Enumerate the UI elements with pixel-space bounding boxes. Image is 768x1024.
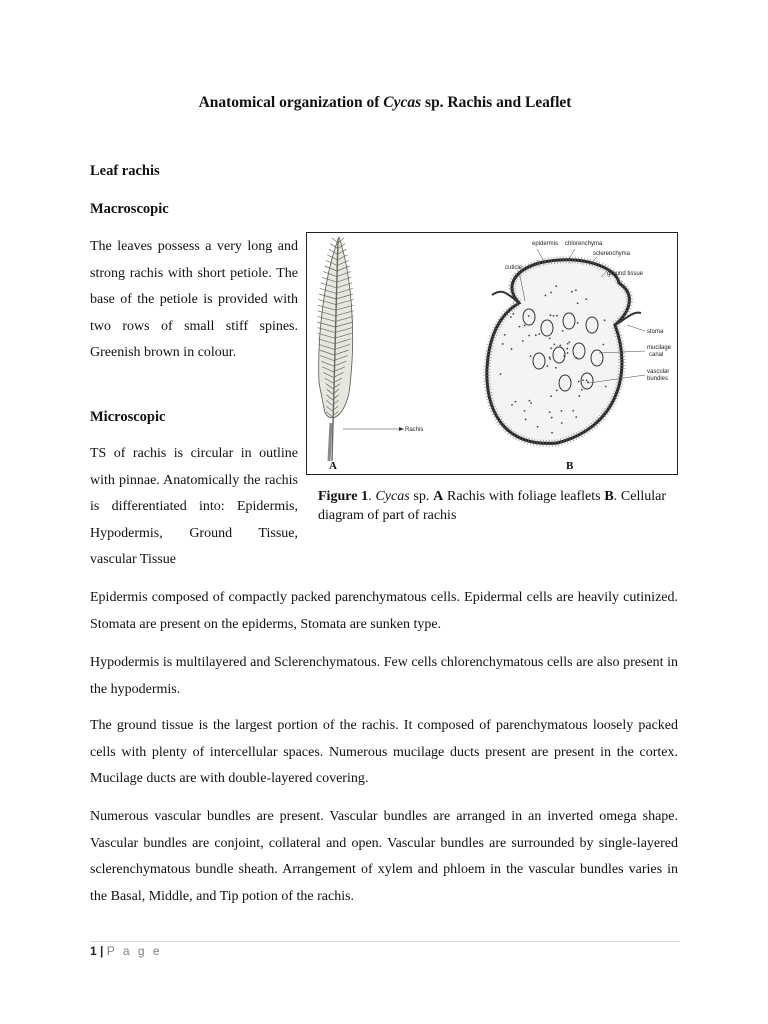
caption-separator: .: [368, 489, 376, 504]
rachis-label: Rachis: [405, 427, 424, 433]
panel-a-letter: A: [329, 460, 337, 472]
stoma-label: stoma: [647, 329, 664, 335]
sclerenchyma-label: sclerenchyma: [593, 251, 631, 257]
ground-tissue-label: ground tissue: [607, 271, 644, 277]
caption-panel-a-text: Rachis with foliage leaflets: [443, 489, 605, 504]
page-footer: [90, 944, 162, 958]
paragraph-microscopic: TS of rachis is circular in outline with pinnae. Anatomically the rachis is differentiated into: Epidermis, Hypodermis, Ground Tissue, vascular Tissue: [90, 446, 298, 567]
figure-diagram: [307, 233, 679, 476]
cuticle-label: cuticle: [505, 265, 523, 271]
title-genus: Cycas: [383, 94, 422, 111]
chlorenchyma-label: chlorenchyma: [565, 241, 603, 247]
heading-microscopic: Microscopic: [90, 409, 166, 425]
vascular-label: vascular: [647, 369, 670, 375]
figure-1-image: [306, 232, 678, 475]
caption-figure-label: Figure 1: [318, 489, 369, 504]
caption-species: sp.: [409, 489, 434, 504]
caption-panel-b-text: . Cellular diagram of part of rachis: [318, 489, 667, 523]
paragraph-epidermis: Epidermis composed of compactly packed parenchymatous cells. Epidermal cells are heavily cutinized. Stomata are present on the epiderms, Stomata are sunken type.: [90, 590, 678, 632]
caption-genus: Cycas: [375, 489, 410, 504]
paragraph-hypodermis: Hypodermis is multilayered and Sclerenchymatous. Few cells chlorenchymatous cells are also present in the hypodermis.: [90, 655, 678, 697]
heading-leaf-rachis: Leaf rachis: [90, 163, 160, 179]
paragraph-vascular-bundles: Numerous vascular bundles are present. Vascular bundles are arranged in an inverted omega shape. Vascular bundles are conjoint, collateral and open. Vascular bundles are surrounded by single-layered sclerenchymatous bundle sheath. Arrangement of xylem and phloem in the vascular bundles varies in the Basal, Middle, and Tip potion of the rachis.: [90, 809, 678, 904]
bundles-label: bundles: [647, 376, 669, 382]
caption-panel-a: A: [433, 489, 444, 504]
epidermis-label: epidermis: [532, 241, 559, 247]
footer-divider: [90, 941, 680, 942]
panel-b-letter: B: [566, 460, 574, 472]
paragraph-ground-tissue: The ground tissue is the largest portion of the rachis. It composed of parenchymatous loosely packed cells with plenty of intercellular spaces. Numerous mucilage ducts present are present in the cortex. Mucilage ducts are with double-layered covering.: [90, 718, 678, 786]
title-suffix: sp. Rachis and Leaflet: [421, 94, 572, 111]
paragraph-macroscopic: The leaves possess a very long and strong rachis with short petiole. The base of the petiole is provided with two rows of small stiff spines. Greenish brown in colour.: [90, 239, 298, 360]
mucilage-label: mucilage: [647, 345, 672, 351]
title-prefix: Anatomical organization of: [198, 94, 384, 111]
page-title: [90, 94, 680, 112]
canal-label: canal: [649, 352, 664, 358]
page-word: P a g e: [106, 944, 163, 958]
rachis-cross-section-drawing: [487, 260, 641, 444]
figure-1-caption: [318, 487, 666, 525]
page-number: 1: [90, 944, 97, 958]
heading-macroscopic: Macroscopic: [90, 201, 169, 217]
footer-separator: |: [96, 944, 107, 958]
caption-panel-b: B: [604, 489, 614, 504]
